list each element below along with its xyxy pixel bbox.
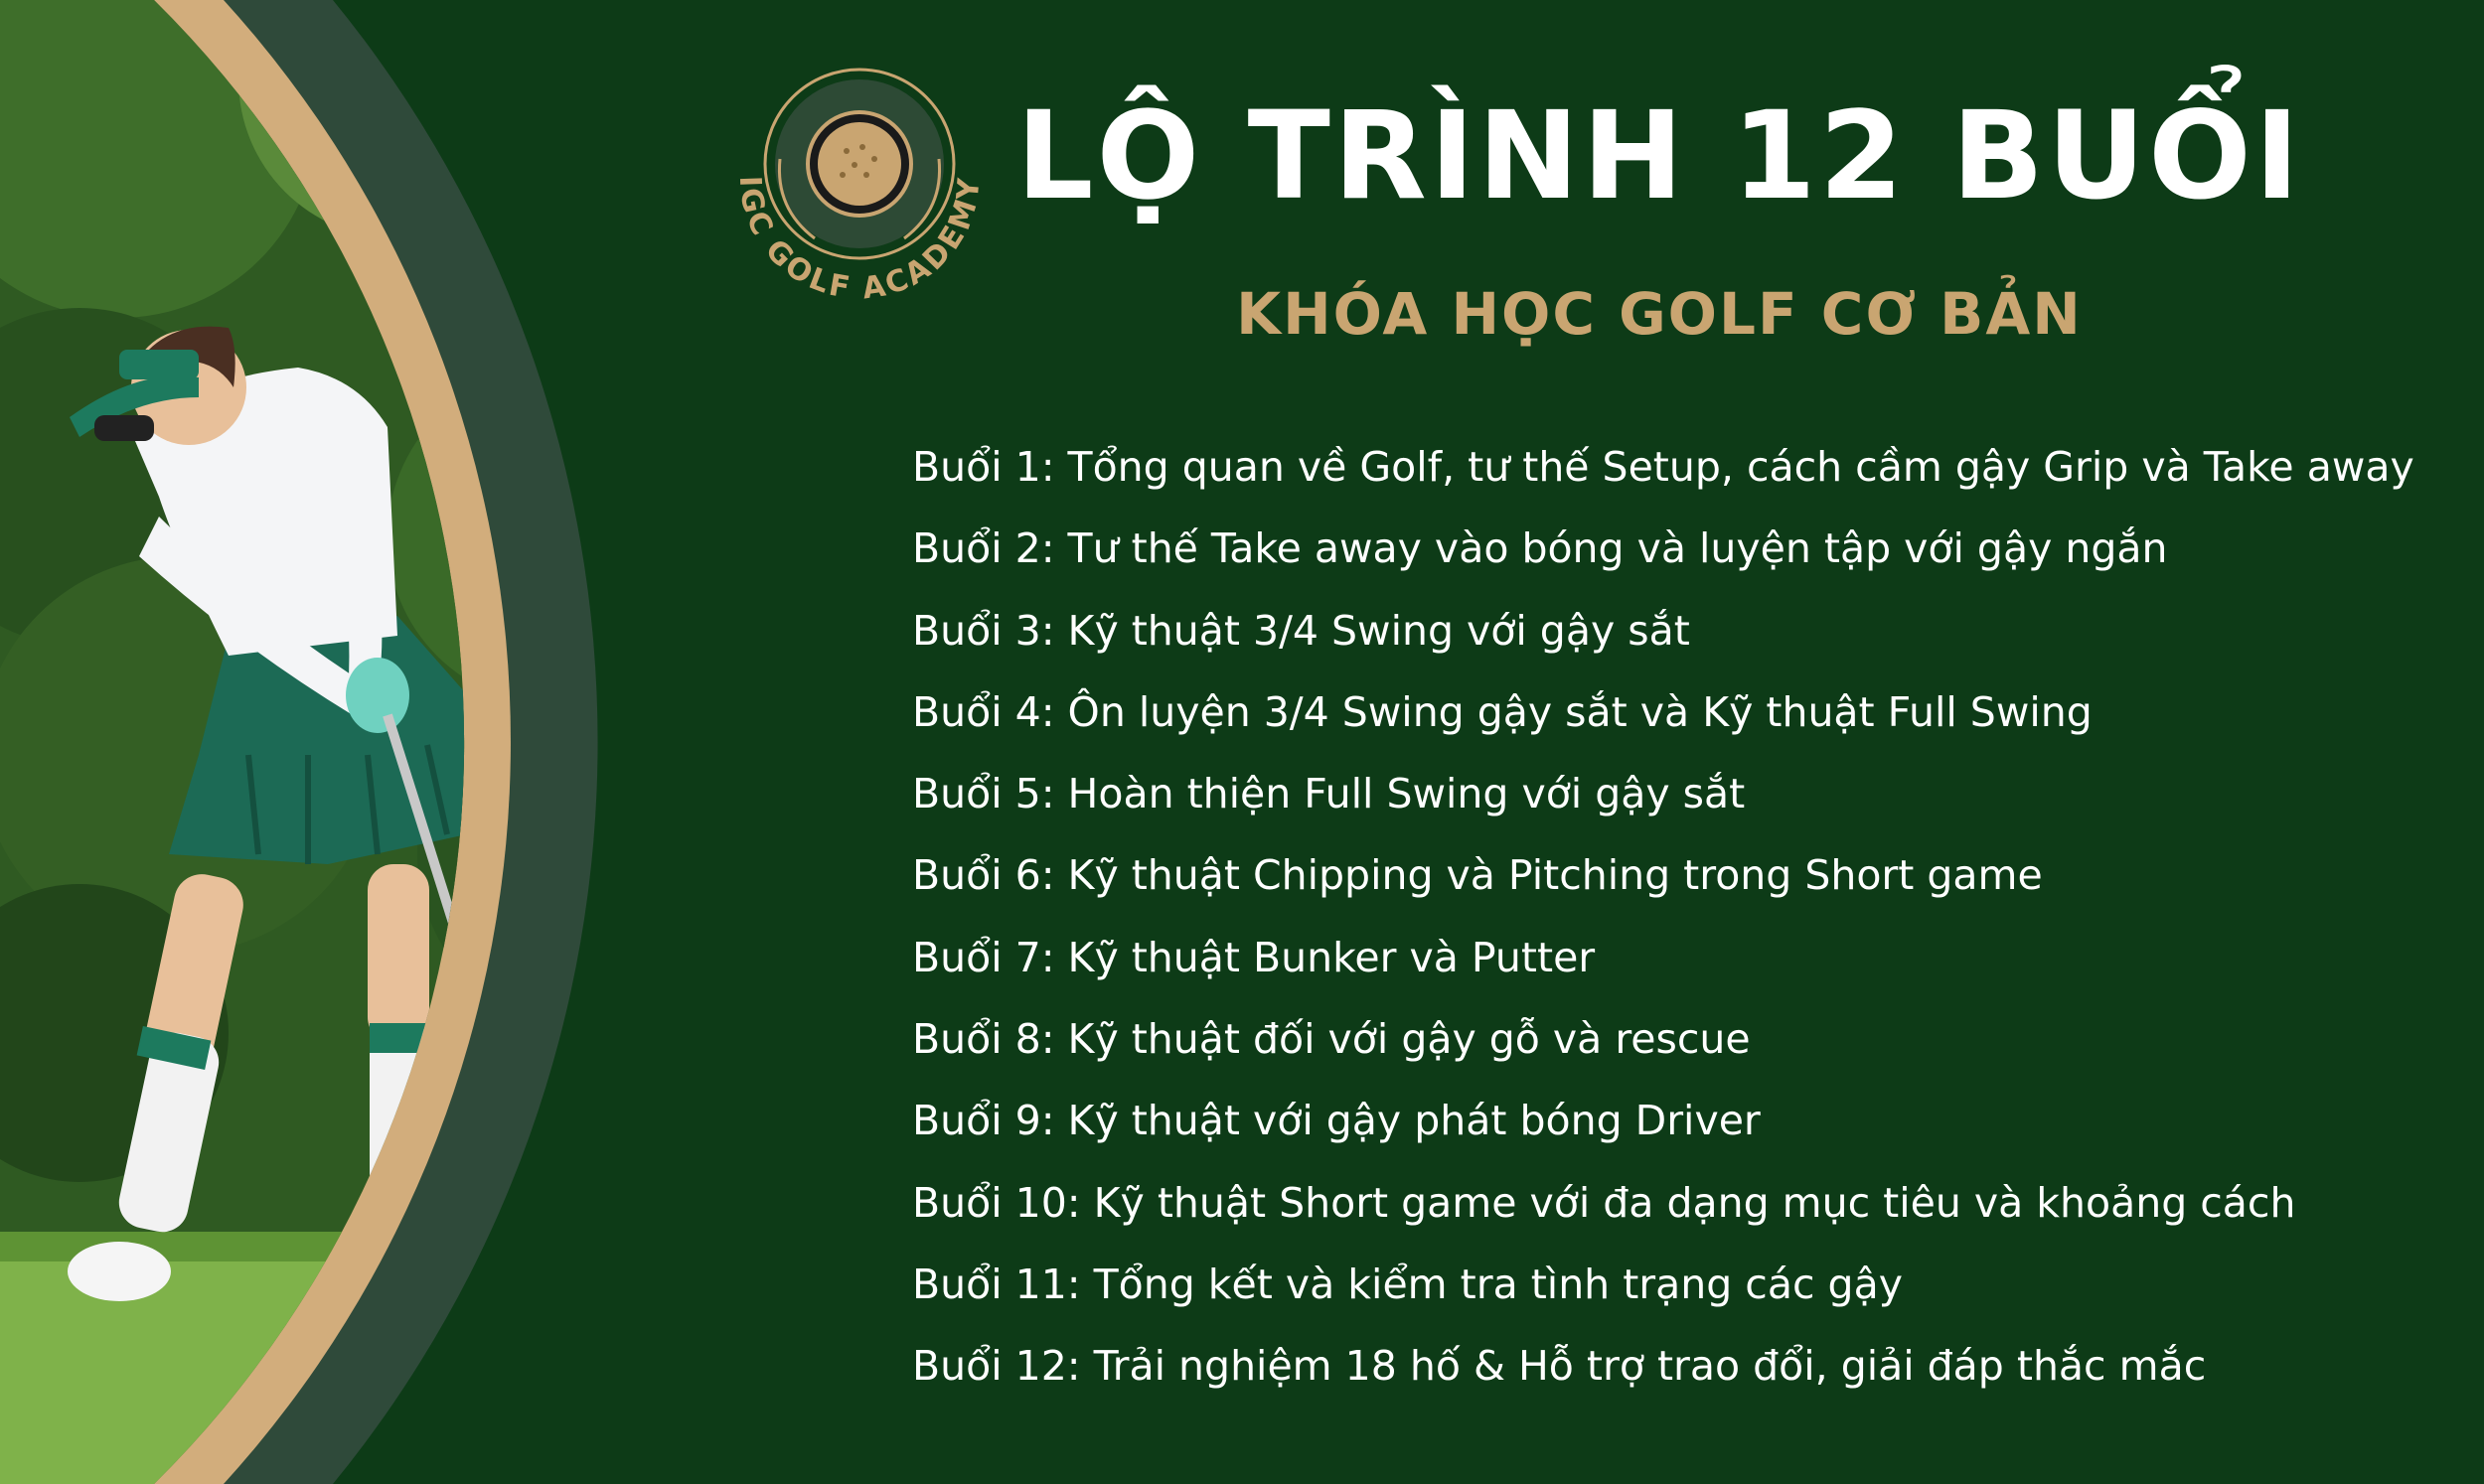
- list-item: Buổi 5: Hoàn thiện Full Swing với gậy sắt: [912, 770, 1746, 818]
- list-item: Buổi 6: Kỹ thuật Chipping và Pitching trong Short game: [912, 851, 2043, 900]
- list-item: Buổi 1: Tổng quan về Golf, tư thế Setup, cách cầm gậy Grip và Take away: [912, 443, 2414, 491]
- list-item: Buổi 3: Kỹ thuật 3/4 Swing với gậy sắt: [912, 606, 1690, 655]
- page-title: LỘ TRÌNH 12 BUỔI: [1015, 85, 2303, 226]
- list-item: Buổi 11: Tổng kết và kiểm tra tình trạng các gậy: [912, 1260, 1903, 1308]
- list-item: Buổi 12: Trải nghiệm 18 hố & Hỗ trợ trao đổi, giải đáp thắc mắc: [912, 1342, 2207, 1391]
- session-list: [912, 437, 2414, 1418]
- list-item: Buổi 9: Kỹ thuật với gậy phát bóng Driver: [912, 1097, 1761, 1145]
- list-item: Buổi 10: Kỹ thuật Short game với đa dạng mục tiêu và khoảng cách: [912, 1178, 2296, 1227]
- logo-text: IGC GOLF ACADEMY: [731, 174, 988, 307]
- list-item: Buổi 2: Tư thế Take away vào bóng và luyện tập với gậy ngắn: [912, 524, 2168, 573]
- golf-ball-icon: [818, 122, 901, 206]
- list-item: Buổi 7: Kỹ thuật Bunker và Putter: [912, 933, 1596, 981]
- igc-golf-academy-logo: [715, 60, 1004, 318]
- list-item: Buổi 4: Ôn luyện 3/4 Swing gậy sắt và Kỹ thuật Full Swing: [912, 687, 2093, 736]
- page-subtitle: KHÓA HỌC GOLF CƠ BẢN: [1236, 280, 2083, 348]
- list-item: Buổi 8: Kỹ thuật đối với gậy gỗ và rescue: [912, 1015, 1751, 1064]
